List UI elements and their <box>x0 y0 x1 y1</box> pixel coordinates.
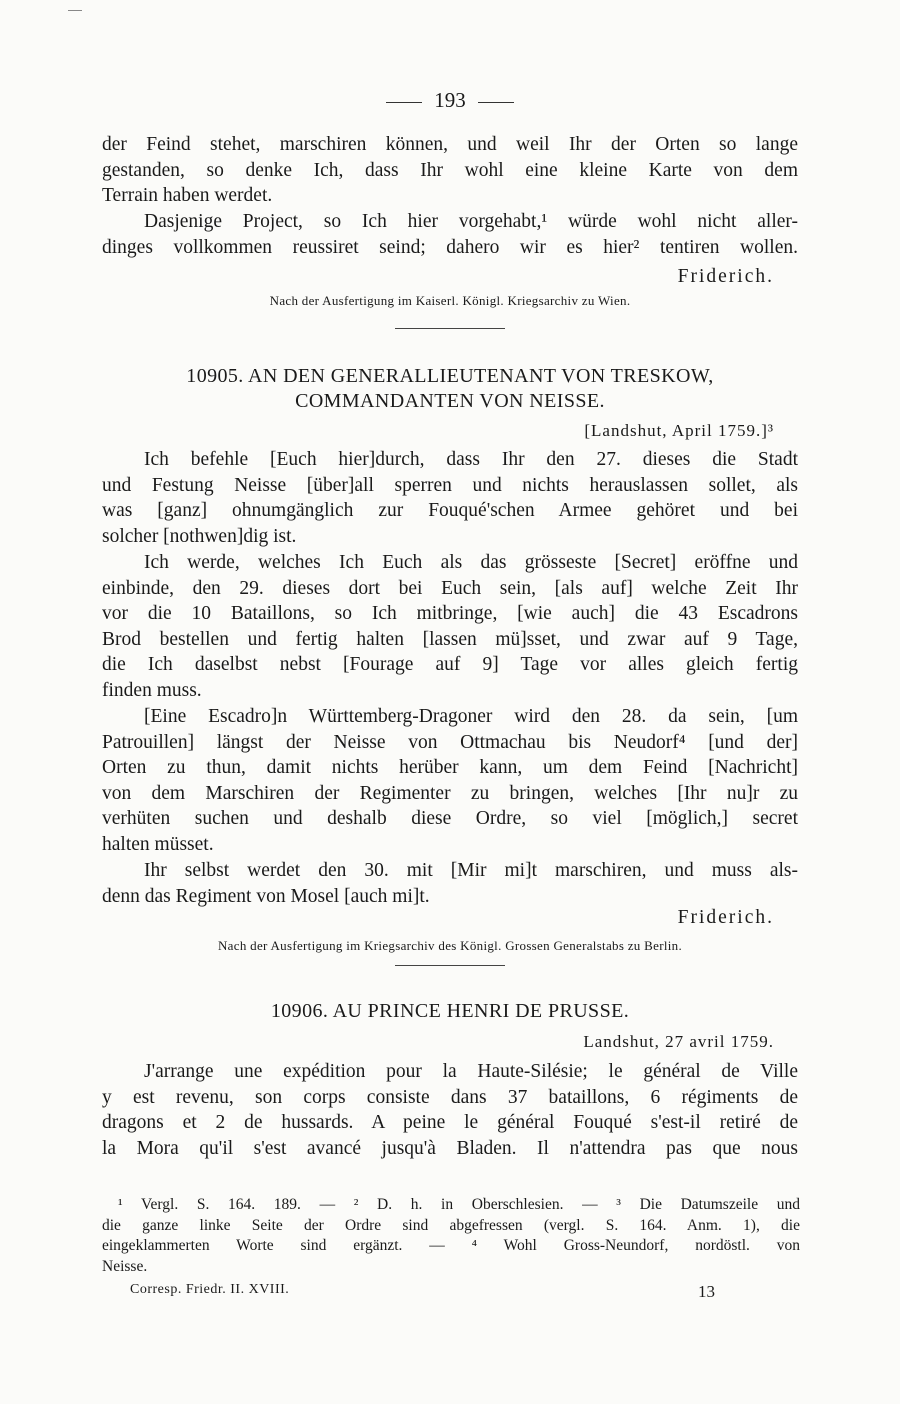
footnote-line: ¹ Vergl. S. 164. 189. — ² D. h. in Oberschlesien. — ³ Die Datumszeile und <box>118 1196 800 1213</box>
text-line: dinges vollkommen reussiret seind; dahero wir es hier² tentiren wollen. <box>102 236 798 258</box>
letter-10905-para-2 <box>102 550 798 704</box>
letter-10905-para-4 <box>102 858 798 909</box>
heading-line: COMMANDANTEN VON NEISSE. <box>295 390 605 412</box>
page-number: 193 <box>434 88 466 112</box>
text-line: und Festung Neisse [über]all sperren und nichts herauslassen sollet, als <box>102 474 798 496</box>
text-line: gestanden, so denke Ich, dass Ihr wohl eine kleine Karte von dem <box>102 159 798 181</box>
separator-rule-1 <box>395 328 505 329</box>
text-line: halten müsset. <box>102 833 214 855</box>
text-line: Ich befehle [Euch hier]durch, dass Ihr den 27. dieses die Stadt <box>144 449 798 470</box>
dash-right <box>478 102 514 103</box>
letter-10905-date: [Landshut, April 1759.]³ <box>584 421 774 440</box>
text-line: [Eine Escadro]n Württemberg-Dragoner wird den 28. da sein, [um <box>144 706 798 727</box>
heading-line: 10905. AN DEN GENERALLIEUTENANT VON TRESKOW, <box>186 365 714 387</box>
scan-edge-mark <box>68 10 82 11</box>
text-line: Orten zu thun, damit nichts herüber kann, um dem Feind [Nachricht] <box>102 757 798 779</box>
top-paragraph-2 <box>102 209 798 260</box>
footnotes <box>102 1195 800 1277</box>
text-line: Patrouillen] längst der Neisse von Ottmachau bis Neudorf⁴ [und der] <box>102 731 798 753</box>
text-line: die Ich daselbst nebst [Fourage auf 9] Tage vor alles gleich fertig <box>102 654 798 676</box>
top-paragraph <box>102 132 798 209</box>
text-line: J'arrange une expédition pour la Haute-Silésie; le général de Ville <box>144 1061 798 1082</box>
letter-10905-para-1 <box>102 447 798 549</box>
text-line: was [ganz] ohnumgänglich zur Fouqué'schen Armee gehöret und bei <box>102 500 798 522</box>
text-line: Ich werde, welches Ich Euch als das grösseste [Secret] eröffne und <box>144 552 798 573</box>
footnote-line: eingeklammerten Worte sind ergänzt. — ⁴ Wohl Gross-Neundorf, nordöstl. von <box>102 1237 800 1254</box>
letter-10905-heading <box>102 364 798 414</box>
text-line: vor die 10 Bataillons, so Ich mitbringe, [wie auch] die 43 Escadrons <box>102 603 798 625</box>
source-note-2: Nach der Ausfertigung im Kriegsarchiv des Königl. Grossen Generalstabs zu Berlin. <box>217 938 683 953</box>
text-line: la Mora qu'il s'est avancé jusqu'à Bladen. Il n'attendra pas que nous <box>102 1137 798 1159</box>
text-line: finden muss. <box>102 679 202 701</box>
letter-10906-date: Landshut, 27 avril 1759. <box>583 1032 774 1051</box>
text-line: der Feind stehet, marschiren können, und weil Ihr der Orten so lange <box>102 134 798 155</box>
text-line: Dasjenige Project, so Ich hier vorgehabt,¹ würde wohl nicht aller- <box>144 211 798 232</box>
text-line: Ihr selbst werdet den 30. mit [Mir mi]t marschiren, und muss als- <box>144 860 798 881</box>
letter-10905-para-3 <box>102 704 798 858</box>
text-line: denn das Regiment von Mosel [auch mi]t. <box>102 885 430 907</box>
letter-10906-heading: 10906. AU PRINCE HENRI DE PRUSSE. <box>270 1000 630 1022</box>
signature-2: Friderich. <box>677 907 774 928</box>
text-line: Brod bestellen und fertig halten [lassen mü]sset, und zwar auf 9 Tage, <box>102 628 798 650</box>
text-line: verhüten suchen und deshalb diese Ordre, so viel [möglich,] secret <box>102 808 798 830</box>
footer-signature: Corresp. Friedr. II. XVIII. <box>130 1282 290 1297</box>
dash-left <box>386 102 422 103</box>
text-line: Terrain haben werdet. <box>102 185 273 207</box>
text-line: y est revenu, son corps consiste dans 37 bataillons, 6 régiments de <box>102 1086 798 1108</box>
text-line: solcher [nothwen]dig ist. <box>102 525 297 547</box>
footer-sheet-number: 13 <box>698 1282 715 1301</box>
text-line: einbinde, den 29. dieses dort bei Euch sein, [als auf] welche Zeit Ihr <box>102 577 798 599</box>
page-number-line <box>0 88 900 113</box>
source-note-1: Nach der Ausfertigung im Kaiserl. Königl. Kriegsarchiv zu Wien. <box>269 293 631 308</box>
separator-rule-2 <box>395 965 505 966</box>
footnote-line: Neisse. <box>102 1257 148 1275</box>
text-line: von dem Marschiren der Regimenter zu bringen, welches [Ihr nu]r zu <box>102 782 798 804</box>
text-line: dragons et 2 de hussards. A peine le général Fouqué s'est-il retiré de <box>102 1112 798 1134</box>
footnote-line: die ganze linke Seite der Ordre sind abgefressen (vergl. S. 164. Anm. 1), die <box>102 1216 800 1234</box>
signature-1: Friderich. <box>677 266 774 287</box>
letter-10906-para-1 <box>102 1059 798 1161</box>
